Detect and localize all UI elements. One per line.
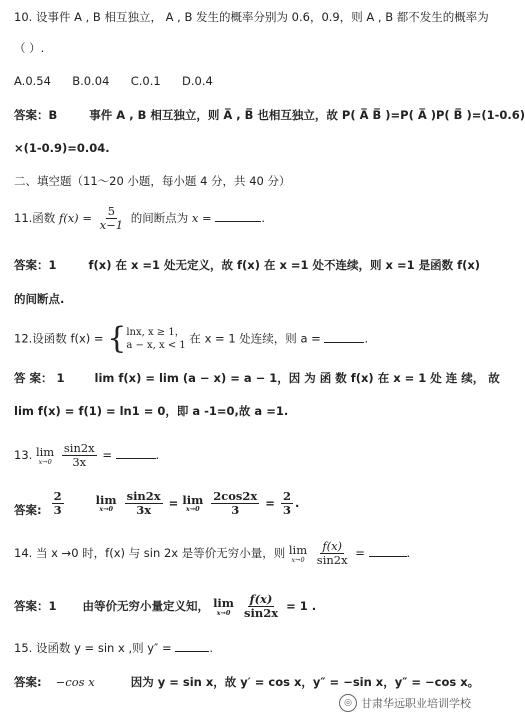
q13-stem xyxy=(14,442,467,469)
q11-explanation: f(x) 在 x =1 处无定义，故 f(x) 在 x =1 处不连续，则 x =1 是函数 f(x) xyxy=(88,258,481,272)
q14-period: . xyxy=(406,546,411,561)
q11-function: f(x) = xyxy=(58,211,92,226)
q14-denominator: sin2x xyxy=(316,553,348,568)
q12-stem xyxy=(14,321,467,356)
q14-fraction xyxy=(315,540,350,567)
q15-answer-label: 答案: xyxy=(14,675,42,689)
q11-suffix: 的间断点为 xyxy=(130,211,189,226)
q13-numerator: sin2x xyxy=(63,441,95,455)
brace-icon: { xyxy=(107,321,127,356)
q13-expl-period: . xyxy=(294,496,300,511)
q13-expl-den-2: 3 xyxy=(231,503,240,518)
q15-explanation: 因为 y = sin x，故 y′ = cos x，y″ = −sin x，y″ = −cos x。 xyxy=(130,675,480,689)
q12-period: . xyxy=(364,331,369,346)
q13-expl-limit-2: lim x→0 xyxy=(182,493,204,514)
q12-answer-line xyxy=(14,371,500,385)
q13-expl-fraction-3 xyxy=(281,490,293,517)
q13-expl-eq-1: = xyxy=(168,496,179,511)
q13-denominator: 3x xyxy=(72,455,87,470)
q10-option-a: A.0.54 xyxy=(14,74,51,88)
q14-text: 14. 当 x →0 时，f(x) 与 sin 2x 是等价无穷小量，则 xyxy=(14,546,286,561)
q13-answer-line xyxy=(14,489,467,517)
q10-stem-line1 xyxy=(14,10,489,24)
q13-period: . xyxy=(155,448,160,463)
q12-case-2: a − x, x < 1 xyxy=(126,340,186,351)
q15-answer-line xyxy=(14,675,480,689)
q10-explanation-line2 xyxy=(14,141,467,155)
q10-explanation-cont: ×(1-0.9)=0.04. xyxy=(14,141,110,155)
q13-expl-limit-sub-1: x→0 xyxy=(99,505,114,514)
q12-middle: 在 x = 1 处连续，则 a = xyxy=(189,331,321,346)
q12-explanation-cont: lim f(x) = f(1) = ln1 = 0，即 a -1=0,故 a =1. xyxy=(14,404,289,418)
section-title-text: 二、填空题（11～20 小题，每小题 4 分，共 40 分） xyxy=(14,174,291,188)
q13-expl-num-1: sin2x xyxy=(126,488,161,503)
q13-expl-den-1: 3x xyxy=(136,503,152,518)
q13-expl-den-3: 3 xyxy=(282,503,291,518)
q13-equals: = xyxy=(102,448,112,463)
q11-explanation-cont: 的间断点. xyxy=(14,292,65,306)
q10-answer-label: 答案：B xyxy=(14,108,58,122)
q14-expl-limit: lim x→0 xyxy=(213,596,234,617)
watermark-text: 甘肃华远职业培训学校 xyxy=(361,697,471,710)
q10-stem-line2 xyxy=(14,41,467,55)
q13-expl-limit-1: lim x→0 xyxy=(95,493,117,514)
q13-answer-num: 2 xyxy=(53,488,62,503)
q15-stem xyxy=(14,641,467,655)
q14-limit: lim x→0 xyxy=(288,543,308,564)
q11-fraction xyxy=(98,205,125,232)
q13-answer-den: 3 xyxy=(53,503,62,518)
q12-blank xyxy=(324,342,364,343)
q13-expl-num-2: 2cos2x xyxy=(213,488,258,503)
q14-expl-num: f(x) xyxy=(249,592,273,606)
q14-answer-label: 答案：1 xyxy=(14,599,57,614)
q14-equals: = xyxy=(355,546,365,561)
q13-answer-label: 答案: xyxy=(14,503,42,517)
q14-blank xyxy=(369,556,407,557)
q11-answer-label: 答案：1 xyxy=(14,258,57,272)
q13-expl-fraction-2 xyxy=(211,490,259,517)
watermark xyxy=(339,694,471,712)
q13-limit-sub: x→0 xyxy=(38,457,52,466)
q10-option-d: D.0.4 xyxy=(182,74,213,88)
q13-expl-num-3: 2 xyxy=(282,488,291,503)
q14-numerator: f(x) xyxy=(322,539,343,553)
q14-explanation: 由等价无穷小量定义知， xyxy=(82,599,210,614)
q12-answer-label: 答 案： 1 xyxy=(14,371,65,385)
q14-limit-sub: x→0 xyxy=(291,555,305,564)
q15-answer-value: −cos x xyxy=(55,675,95,689)
q13-limit: lim x→0 xyxy=(35,445,55,466)
q12-cases xyxy=(126,326,185,353)
q15-text: 15. 设函数 y = sin x ,则 y″ = xyxy=(14,641,172,655)
q14-answer-line xyxy=(14,593,467,620)
q12-prefix: 12.设函数 f(x) = xyxy=(14,331,104,346)
q10-options xyxy=(14,74,467,88)
q13-expl-fraction-1 xyxy=(125,490,163,517)
q12-explanation-line2 xyxy=(14,404,467,418)
q11-blank xyxy=(215,221,261,222)
q11-explanation-line2 xyxy=(14,292,467,306)
q13-answer-fraction xyxy=(52,490,64,517)
q10-option-b: B.0.04 xyxy=(72,74,110,88)
q10-option-c: C.0.1 xyxy=(130,74,161,88)
q13-blank xyxy=(116,458,156,459)
q11-answer-line xyxy=(14,258,481,272)
q14-expl-den: sin2x xyxy=(243,606,279,621)
q11-prefix: 11.函数 xyxy=(14,211,56,226)
q14-stem xyxy=(14,540,467,567)
q13-fraction xyxy=(62,442,97,469)
q11-numerator: 5 xyxy=(107,204,116,218)
section-title xyxy=(14,174,467,188)
q10-answer-line xyxy=(14,108,525,122)
q13-expl-eq-2: = xyxy=(265,496,275,511)
q15-blank xyxy=(175,651,209,652)
q13-prefix: 13. xyxy=(14,448,33,463)
q13-expl-limit-sub-2: x→0 xyxy=(185,505,200,514)
q15-period: . xyxy=(209,641,213,655)
q10-explanation: 事件 A , B 相互独立，则 A̅ , B̅ 也相互独立，故 P( A̅ B̅ )=P( A̅ )P( B̅ )=(1-0.6) xyxy=(89,108,525,122)
q12-explanation: lim f(x) = lim (a − x) = a − 1，因 为 函 数 f(x) 在 x = 1 处 连 续， 故 xyxy=(94,371,500,385)
q14-expl-end: = 1 . xyxy=(286,599,317,614)
q11-period: . xyxy=(261,211,265,226)
q10-bracket: （ ）. xyxy=(14,41,45,55)
q14-expl-limit-sub: x→0 xyxy=(216,608,231,617)
q10-stem-text: 10. 设事件 A , B 相互独立， A , B 发生的概率分别为 0.6，0.9，则 A , B 都不发生的概率为 xyxy=(14,10,489,24)
q14-expl-fraction xyxy=(242,593,280,620)
q11-stem xyxy=(14,205,467,232)
q11-denominator: x−1 xyxy=(99,218,124,233)
wechat-logo-icon: ◎ xyxy=(339,694,357,712)
q12-case-1: lnx, x ≥ 1， xyxy=(126,326,185,338)
q11-variable: x = xyxy=(191,211,212,226)
